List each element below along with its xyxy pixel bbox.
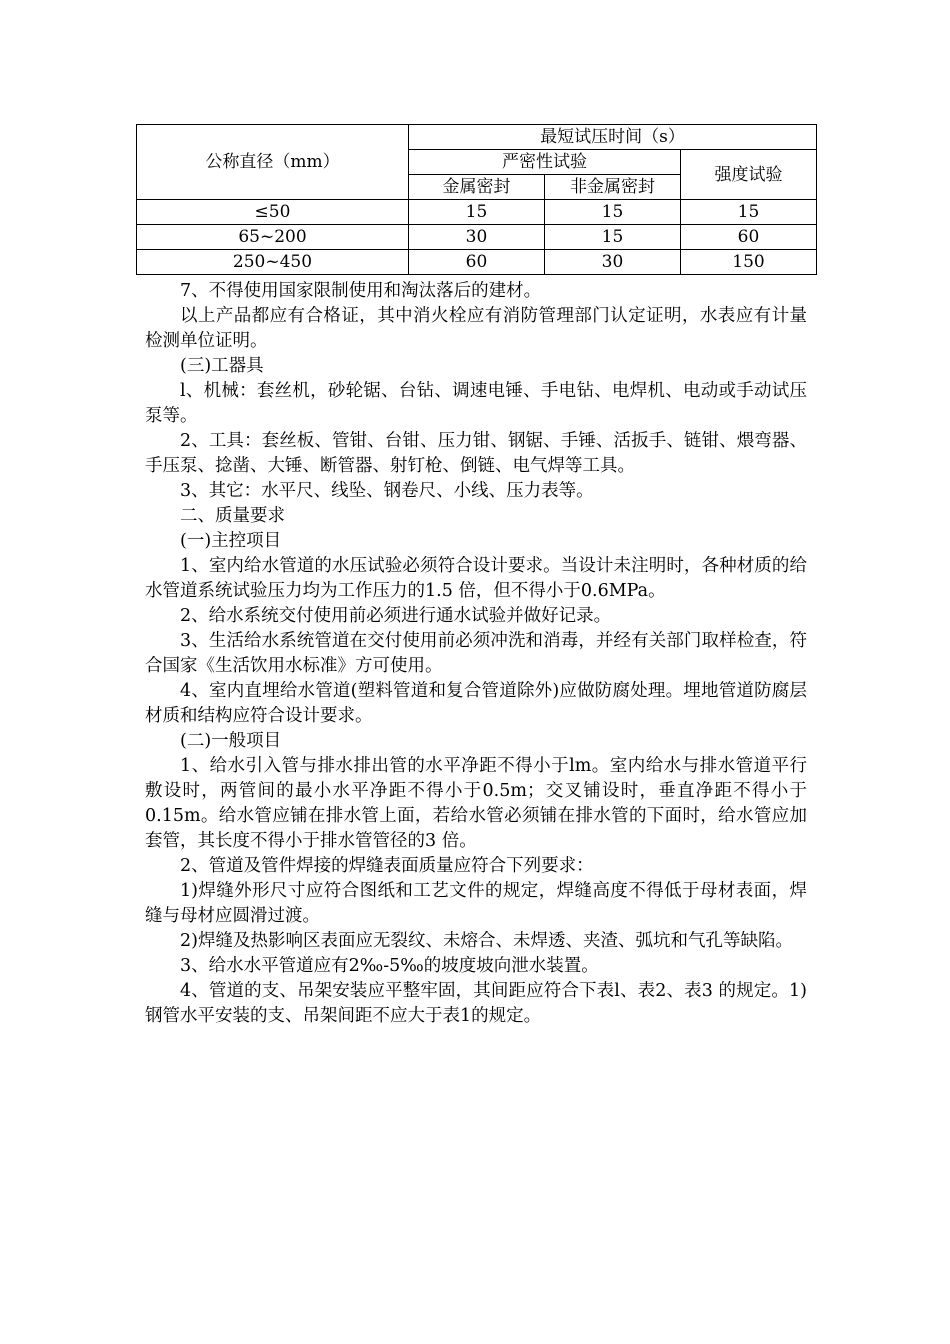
header-tightness-test: 严密性试验 <box>409 150 681 175</box>
section-heading: (二)一般项目 <box>180 731 282 751</box>
paragraph: 3、给水水平管道应有2‰-5‰的坡度坡向泄水装置。 <box>180 956 599 976</box>
test-time-table <box>136 124 817 275</box>
cell-diameter: 250~450 <box>137 250 409 275</box>
section-heading: (一)主控项目 <box>180 531 282 551</box>
paragraph: 2、工具：套丝板、管钳、台钳、压力钳、钢锯、手锤、活扳手、链钳、煨弯器、手压泵、捻凿、大锤、断管器、射钉枪、倒链、电气焊等工具。 <box>145 431 807 476</box>
paragraph: 2、管道及管件焊接的焊缝表面质量应符合下列要求： <box>180 856 594 876</box>
paragraph: 3、其它：水平尺、线坠、钢卷尺、小线、压力表等。 <box>180 481 594 501</box>
header-metal-seal: 金属密封 <box>409 175 545 200</box>
cell-diameter: 65~200 <box>137 225 409 250</box>
paragraph: 1、给水引入管与排水排出管的水平净距不得小于lm。室内给水与排水管道平行敷设时，两管间的最小水平净距不得小于0.5m；交叉铺设时，垂直净距不得小于0.15m。给水管应铺在排水管上面，若给水管必须铺在排水管的下面时，给水管应加套管，其长度不得小于排水管管径的3 倍。 <box>145 756 807 851</box>
table-row <box>137 225 817 250</box>
header-nonmetal-seal: 非金属密封 <box>545 175 681 200</box>
header-strength-test: 强度试验 <box>681 150 817 200</box>
paragraph: 3、生活给水系统管道在交付使用前必须冲洗和消毒，并经有关部门取样检查，符合国家《生活饮用水标准》方可使用。 <box>145 631 807 676</box>
table-row <box>137 250 817 275</box>
cell-metal: 30 <box>409 225 545 250</box>
paragraph: 2、给水系统交付使用前必须进行通水试验并做好记录。 <box>180 606 612 626</box>
header-min-test-time: 最短试压时间（s） <box>409 125 817 150</box>
body-text <box>145 279 807 1029</box>
paragraph: 4、管道的支、吊架安装应平整牢固，其间距应符合下表l、表2、表3 的规定。1)钢管水平安装的支、吊架间距不应大于表1的规定。 <box>145 981 807 1026</box>
header-nominal-diameter: 公称直径（mm） <box>137 125 409 200</box>
paragraph: 7、不得使用国家限制使用和淘汰落后的建材。 <box>180 281 542 301</box>
paragraph: 1)焊缝外形尺寸应符合图纸和工艺文件的规定，焊缝高度不得低于母材表面，焊缝与母材应圆滑过渡。 <box>145 881 807 926</box>
cell-nonmetal: 30 <box>545 250 681 275</box>
cell-nonmetal: 15 <box>545 200 681 225</box>
table-row <box>137 200 817 225</box>
cell-strength: 15 <box>681 200 817 225</box>
paragraph: l、机械：套丝机，砂轮锯、台钻、调速电锤、手电钻、电焊机、电动或手动试压泵等。 <box>145 381 807 426</box>
paragraph: 4、室内直埋给水管道(塑料管道和复合管道除外)应做防腐处理。埋地管道防腐层材质和结构应符合设计要求。 <box>145 681 807 726</box>
section-heading: 二、质量要求 <box>180 506 285 526</box>
cell-nonmetal: 15 <box>545 225 681 250</box>
cell-metal: 60 <box>409 250 545 275</box>
cell-strength: 60 <box>681 225 817 250</box>
cell-diameter: ≤50 <box>137 200 409 225</box>
section-heading: (三)工器具 <box>180 356 264 376</box>
cell-metal: 15 <box>409 200 545 225</box>
cell-strength: 150 <box>681 250 817 275</box>
paragraph: 2)焊缝及热影响区表面应无裂纹、未熔合、未焊透、夹渣、弧坑和气孔等缺陷。 <box>180 931 793 951</box>
paragraph: 1、室内给水管道的水压试验必须符合设计要求。当设计未注明时，各种材质的给水管道系统试验压力均为工作压力的1.5 倍，但不得小于0.6MPa。 <box>145 556 807 601</box>
paragraph: 以上产品都应有合格证，其中消火栓应有消防管理部门认定证明，水表应有计量检测单位证明。 <box>145 306 807 351</box>
